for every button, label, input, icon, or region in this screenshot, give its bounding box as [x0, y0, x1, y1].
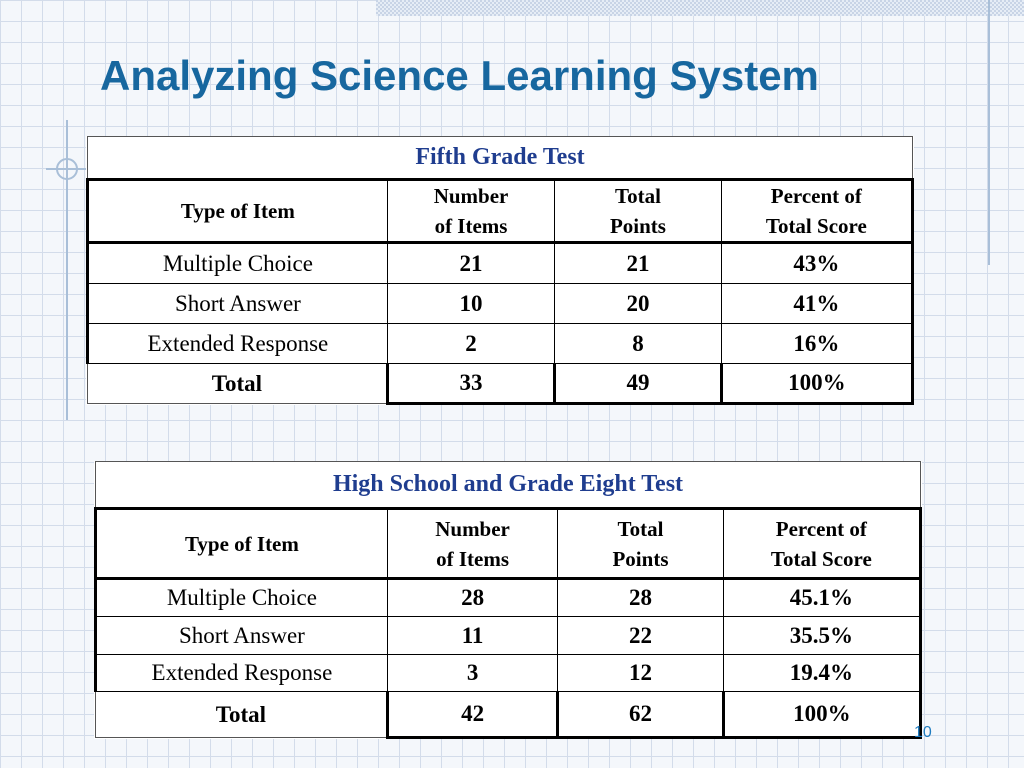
slide-title: Analyzing Science Learning System	[100, 52, 819, 99]
item-type-cell: Multiple Choice	[88, 243, 388, 284]
number-of-items-cell: 21	[387, 243, 554, 284]
item-type-cell: Multiple Choice	[96, 579, 388, 617]
percent-cell: 35.5%	[723, 617, 920, 655]
number-of-items-cell: 28	[387, 579, 557, 617]
table-row	[88, 284, 913, 324]
header-type-of-item: Type of Item	[88, 180, 388, 243]
total-percent-cell: 100%	[721, 364, 912, 404]
table-row	[96, 655, 921, 692]
total-number-of-items-cell: 42	[387, 692, 557, 738]
total-points-cell: 12	[558, 655, 723, 692]
table-header-row	[96, 509, 921, 579]
header-total-points: Total Points	[555, 180, 721, 243]
percent-cell: 19.4%	[723, 655, 920, 692]
top-decorative-band	[376, 0, 1024, 16]
header-number-of-items: Number of Items	[387, 180, 554, 243]
percent-cell: 43%	[721, 243, 912, 284]
slide-page-number: 10	[914, 724, 932, 741]
header-total-points: Total Points	[558, 509, 723, 579]
total-points-cell: 8	[555, 324, 721, 364]
number-of-items-cell: 10	[387, 284, 554, 324]
table-total-row	[88, 364, 913, 404]
total-label-cell: Total	[96, 692, 388, 738]
header-number-of-items: Number of Items	[387, 509, 557, 579]
total-points-cell: 22	[558, 617, 723, 655]
total-points-cell: 21	[555, 243, 721, 284]
item-type-cell: Extended Response	[96, 655, 388, 692]
decorative-vertical-line-right	[988, 0, 990, 265]
header-type-of-item: Type of Item	[96, 509, 388, 579]
percent-cell: 45.1%	[723, 579, 920, 617]
number-of-items-cell: 3	[387, 655, 557, 692]
header-percent-of-total-score: Percent of Total Score	[723, 509, 920, 579]
table-header-row	[88, 180, 913, 243]
total-percent-cell: 100%	[723, 692, 920, 738]
number-of-items-cell: 11	[387, 617, 557, 655]
header-percent-of-total-score: Percent of Total Score	[721, 180, 912, 243]
table-row	[88, 243, 913, 284]
item-type-cell: Short Answer	[88, 284, 388, 324]
total-number-of-items-cell: 33	[387, 364, 554, 404]
total-points-sum-cell: 49	[555, 364, 721, 404]
high-school-grade-eight-test-table	[94, 461, 922, 739]
table-row	[96, 579, 921, 617]
decorative-circle-icon	[56, 158, 78, 180]
table-row	[88, 324, 913, 364]
item-type-cell: Extended Response	[88, 324, 388, 364]
table-row	[96, 617, 921, 655]
table-caption: High School and Grade Eight Test	[96, 462, 921, 509]
total-points-cell: 20	[555, 284, 721, 324]
total-label-cell: Total	[88, 364, 388, 404]
number-of-items-cell: 2	[387, 324, 554, 364]
percent-cell: 16%	[721, 324, 912, 364]
fifth-grade-test-table	[86, 136, 914, 405]
percent-cell: 41%	[721, 284, 912, 324]
table-total-row	[96, 692, 921, 738]
total-points-sum-cell: 62	[558, 692, 723, 738]
item-type-cell: Short Answer	[96, 617, 388, 655]
table-caption: Fifth Grade Test	[88, 137, 913, 180]
total-points-cell: 28	[558, 579, 723, 617]
